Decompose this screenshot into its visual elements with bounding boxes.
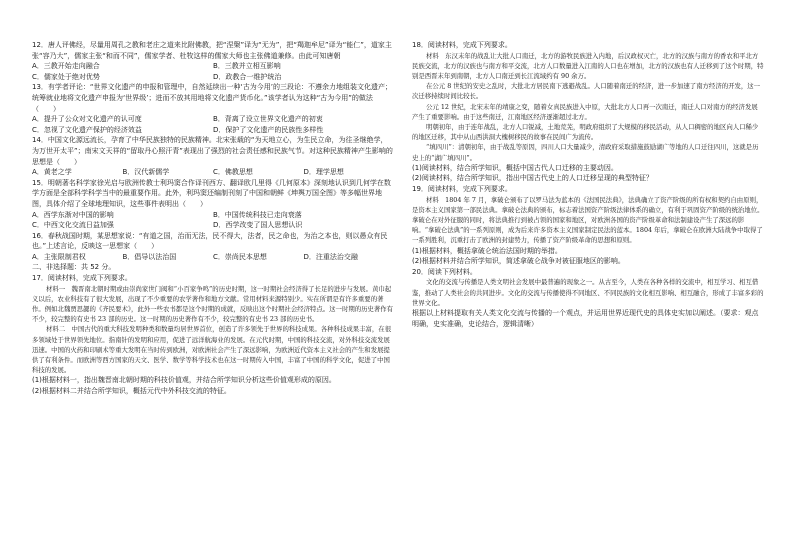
q15-options-row2 xyxy=(32,220,394,231)
q16-options xyxy=(32,252,394,263)
q19-heading: 19．阅读材料，完成下列要求。 xyxy=(412,185,512,194)
q13-options-row1 xyxy=(32,114,394,125)
q20-task: 根据以上材料提取有关人类文化交流与传播的一个观点，并运用世界近现代史的具体史实加以阐述。（要求：观点明确，史实准确，史论结合，逻辑清晰） xyxy=(412,309,759,328)
q14-options xyxy=(32,167,394,178)
q14-option-d: D．理学思想 xyxy=(303,168,344,177)
q14-option-b: B．汉代新儒学 xyxy=(122,168,170,177)
q13-option-b: B．背离了设立世界文化遗产的初衷 xyxy=(213,115,323,124)
q15-option-b: B．中国传统科技已走向衰落 xyxy=(213,210,302,219)
q17-ask-1: (1)根据材料一，指出魏晋南北朝时期的科技价值观，并结合所学知识分析这些价值观形成的原因。 xyxy=(32,376,336,385)
q15-options-row1 xyxy=(32,210,394,221)
right-column xyxy=(412,40,764,329)
q17-material-2: 材料二 中国古代的重大科技发明种类和数量均居世界首位，创造了许多领先于世界的科技成果。各种科技成果丰富，在很多领域处于世界领先地位。指南针的发明和应用，促进了远洋航海业的发展。在元代时期，中国的科技交流，对外科技交流发展迅速。中国的火药和印刷术等重大发明在当时传到欧洲，对欧洲社会产生了深远影响，为欧洲近代资本主义社会的产生和发展提供了有利条件。而欧洲等西方国家的天文、医学、数学等科学技术也在这一时期传入中国，丰富了中国的科学文化，促进了中国科技的发展。 xyxy=(32,325,392,375)
q20-heading: 20．阅读下列材料。 xyxy=(412,267,477,276)
q12-option-c: C．儒家处于绝对优势 xyxy=(32,72,100,81)
q14-option-a: A．黄老之学 xyxy=(32,168,72,177)
q15-option-c: C．中西文化交流日益加强 xyxy=(32,221,114,230)
q15-stem: 15．明朝著名科学家徐光启与欧洲传教士利玛窦合作译刊西方、翻译欧几里得《几何原本》深刻地认识到几何学在数学方面是全部科学科学当中的最重要作用。此外，利玛窦还编制刊刻了中国和朝鲜《坤舆万国全图》等多幅世界地图，具体介绍了全球地理知识，这些事件表明出（ ） xyxy=(32,178,391,208)
q16-option-c: C．崇尚民本思想 xyxy=(213,252,267,261)
q13-option-c: C．忽视了文化遗产保护的经济效益 xyxy=(32,125,142,134)
q14-stem: 14．中国文化源远流长，孕育了中华民族独特的民族精神。北宋张载的“为天地立心，为生民立命，为往圣继绝学，为万世开太平”；南宋文天祥的“留取丹心照汗青”表现出了强烈的社会责任感和民族气节。对这种民族精神产生影响的思想是（ ） xyxy=(32,136,393,166)
q19-material: 材料 1804 年 7 月，拿破仑颁布了以罗马法为蓝本的《法国民法典》，法典确立了资产阶级的所有权和契约自由原则，是资本主义国家第一部民法典。拿破仑法典的颁布，标志着法国资产阶级法律体系的确立，有利于巩固资产阶级的统治地位。拿破仑在对外征服的同时，将法典推行到被占领的国家和地区，对欧洲各国的资产阶级革命和法制建设产生了深远的影响。“拿破仑法典”的一系列原则，成为后来许多资本主义国家制定民法的蓝本。1804 年后，拿破仑在欧洲大陆战争中取得了一系列胜利，沉重打击了欧洲的封建势力，传播了资产阶级革命的思想和原则。 xyxy=(412,195,764,245)
q20-material: 文化的交流与传播是人类文明社会发展中最普遍的现象之一。从古至今，人类在各种各样的交流中，相互学习、相互借鉴，推动了人类社会的共同进步。文化的交流与传播使得不同地区、不同民族的文化相互影响、相互融合，形成了丰富多彩的世界文化。 xyxy=(412,278,764,307)
q18-material-4: “填四川”：清朝初年，由于战乱等原因，四川人口大量减少，清政府采取措施鼓励湖广等地的人口迁往四川，这就是历史上的“湖广填四川”。 xyxy=(412,143,759,162)
q18-material-1b: 在公元 8 世纪的安史之乱时，大批北方居民南下逃避战乱。人口随着南迁的经济，进一步加速了南方经济的开发，这一次迁移持续时间比较长。 xyxy=(412,82,761,101)
q12-option-d: D．政教合一维护统治 xyxy=(213,72,282,81)
q18-ask-2: (2)阅读材料，结合所学知识，指出中国古代史上的人口迁移呈现的典型特征？ xyxy=(412,174,653,183)
q13-option-a: A．提升了公众对文化遗产的认可度 xyxy=(32,115,142,124)
q15-option-a: A．西学东渐对中国的影响 xyxy=(32,210,114,219)
left-column xyxy=(32,40,394,397)
q19-ask-1: (1)根据材料，概括拿破仑统治法国时期的举措。 xyxy=(412,246,562,255)
q18-material-2: 公元 12 世纪，北宋末年的靖康之变，随着女真民族进入中原，大批北方人口再一次南迁，南迁人口对南方的经济发展产生了重要影响。由于这些南迁，江南地区经济逐渐超过北方。 xyxy=(412,102,758,121)
q16-option-b: B．倡导以法治国 xyxy=(122,252,177,261)
q19-ask-2: (2)根据材料并结合所学知识，简述拿破仑战争对被征服地区的影响。 xyxy=(412,257,625,266)
q17-heading: 17．阅读材料，完成下列要求。 xyxy=(32,274,132,283)
q13-stem: 13．有学者评论：“世界文化遗产的申报和管理中，自然延续出一种‘古为今用’的三段论：不遵余力地组装文化遗产；统筹就业地将文化遗产申报为‘世界级’；进而不放其用地将文化遗产货币化。”该学者认为这种“古为今用”的做法（ ） xyxy=(32,83,392,113)
q18-ask-1: (1)阅读材料，结合所学知识，概括中国古代人口迁移的主要动因。 xyxy=(412,163,618,172)
q18-material-3: 明朝初年，由于连年战乱，北方人口锐减，土地荒芜，明政府组织了大规模的移民活动，从人口稠密的地区向人口稀少的地区迁移，其中从山西洪洞大槐树移民的故事在民间广为流传。 xyxy=(412,123,759,142)
q13-option-d: D．保护了文化遗产的民族性多样性 xyxy=(213,125,324,134)
q12-stem: 12．唐人评佛经，尽量用周孔之教和老庄之道来比附佛教，把“涅槃”译为“无为”，把“羯迦牟尼”译为“能仁”，道家主张“容乃大”，儒家主张“和而不同”，儒家学者、杜牧这样的儒家大师也主张佛道兼修。由此可知唐朝 xyxy=(32,41,392,60)
q16-option-a: A．主张限制君权 xyxy=(32,252,86,261)
q13-options-row2 xyxy=(32,125,394,136)
q16-option-d: D．注重法治交融 xyxy=(303,252,358,261)
q18-heading: 18．阅读材料，完成下列要求。 xyxy=(412,41,512,49)
q12-options-row1 xyxy=(32,61,394,72)
q15-option-d: D．西学改变了国人思想认识 xyxy=(213,221,303,230)
q14-option-c: C．佛教思想 xyxy=(213,168,253,177)
section-heading: 二、非选择题：共 52 分。 xyxy=(32,263,116,272)
q16-stem: 16．春秋战国时期，某思想家说：“有道之国，治而无法，民不得大，法者，民之命也，为治之本也，则以愚众有民也。”上述言论，反映这一思想家（ ） xyxy=(32,231,388,251)
q12-option-a: A．三教开始走向融合 xyxy=(32,62,100,71)
q12-option-b: B．三教并立相互影响 xyxy=(213,62,281,71)
q12-options-row2 xyxy=(32,72,394,83)
q18-material-1: 材料 东汉末年的战乱让大批人口南迁，北方的游牧民族进入内地，后汉政权灭亡，北方的汉族与南方的香农和平北方民族交流，北方的汉族也与南方和平交流，北方人口数量进入江南的人口也在增加，北方的汉族也有人迁移到了这个时期，特别是西晋末年到南朝，北方人口南迁到长江流域约有 90 余万。 xyxy=(412,51,764,80)
q17-material-1: 材料一 魏晋南北朝时期或由崇尚家世门阀和“小百家争鸣”的历史时期，这一时期社会经济得了长足的进步与发展。黄巾起义以后，农业科技有了很大发展，出现了不少重要的农学著作和地方文献。常用材料来源特别少。实在所谓是有许多重要的著作。例如北魏贾思勰的《齐民要术》，此外一些农书都是这个时期的成就，反映出这个时期社会经济特点。这一时期的历史著作有不少，较完整的有史书 23 部的历史。这一时期的历史著作有不少，较完整的有史书 23 部的历史书。 xyxy=(32,284,394,324)
q17-ask-2: (2)根据材料二并结合所学知识，概括元代中外科技交流的特征。 xyxy=(32,387,231,396)
